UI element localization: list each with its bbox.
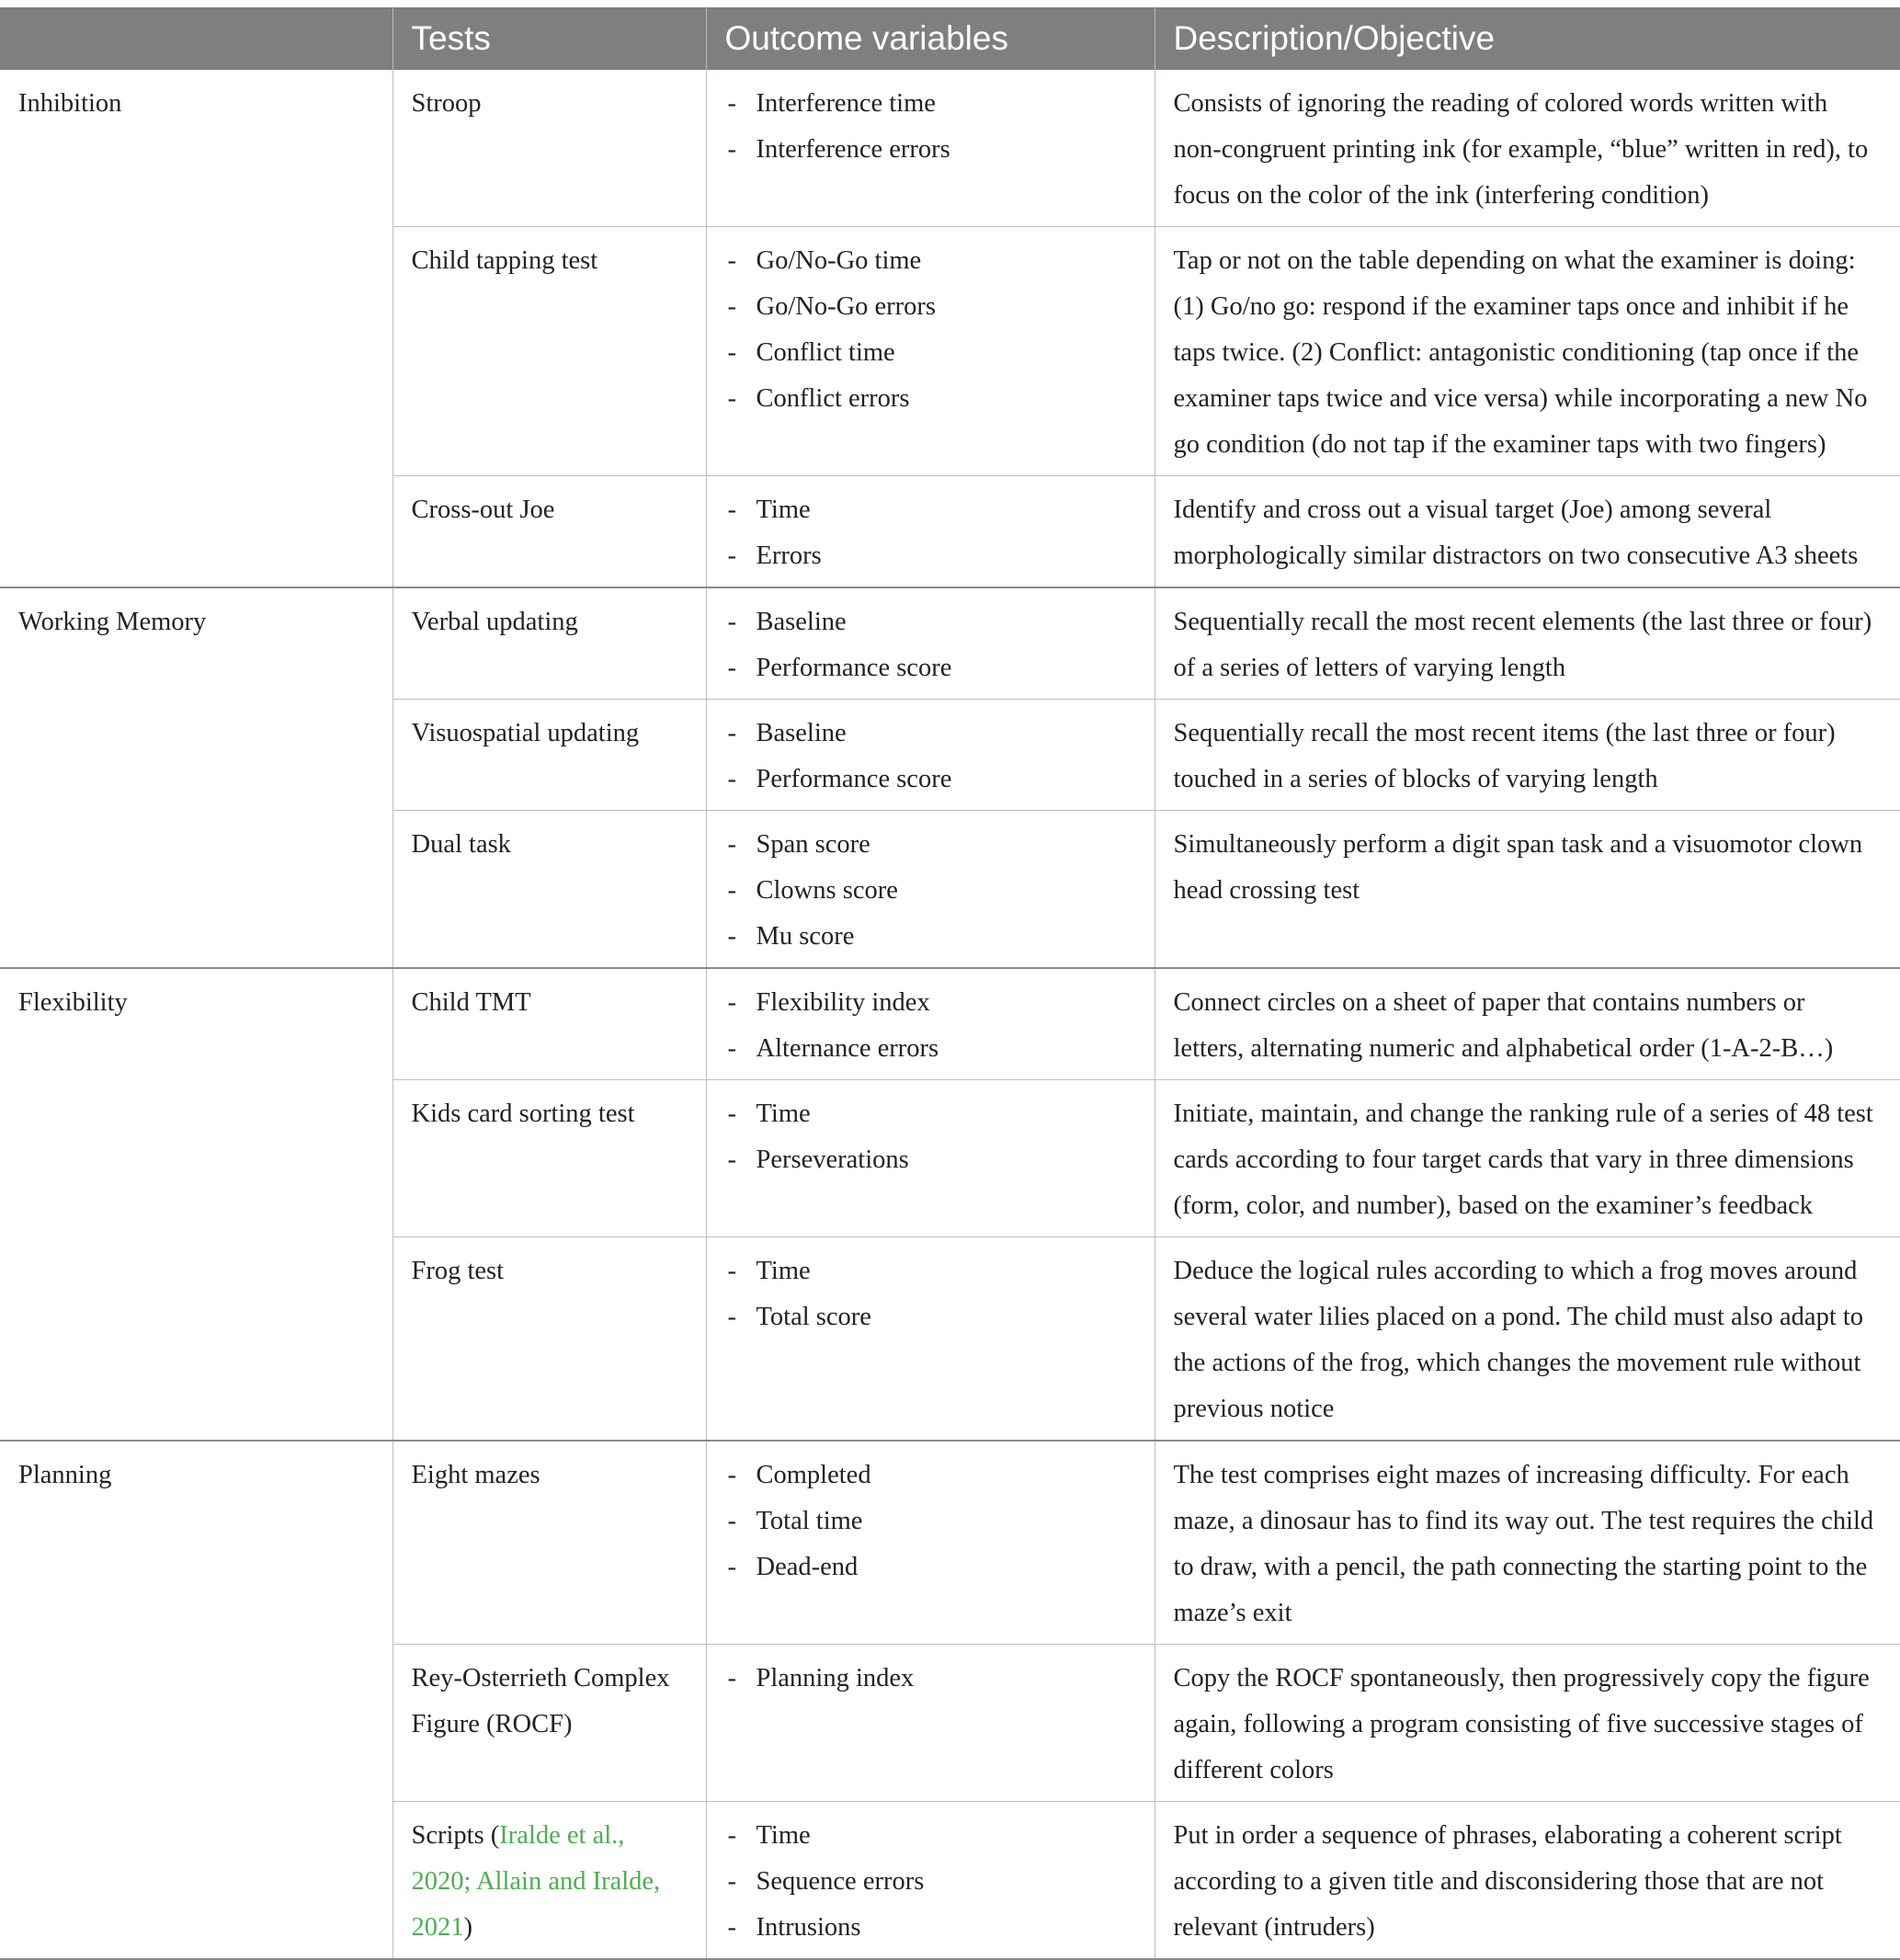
- description-cell: Simultaneously perform a digit span task and a visuomotor clown head crossing test: [1155, 811, 1900, 969]
- outcome-item: - Mu score: [725, 914, 1136, 960]
- header-outcome-variables: Outcome variables: [706, 7, 1155, 70]
- test-name: Scripts (: [411, 1821, 500, 1850]
- outcome-list: [725, 1656, 1136, 1702]
- header-tests: Tests: [393, 7, 706, 70]
- outcome-item: - Total score: [725, 1294, 1136, 1340]
- outcome-list: [725, 711, 1136, 803]
- outcome-item: - Completed: [725, 1453, 1136, 1498]
- outcomes-cell: [706, 811, 1155, 969]
- domain-cell: Inhibition: [0, 70, 393, 587]
- description-cell: Tap or not on the table depending on what the examiner is doing: (1) Go/no go: respond if the examiner taps once and inhibit if he taps twice. (2) Conflict: antagonistic conditioning (tap once if the examiner taps twice and vice versa) while incorporating a new No go condition (do not tap if the examiner taps with two fingers): [1155, 227, 1900, 476]
- test-cell: [393, 1802, 706, 1960]
- outcome-list: [725, 599, 1136, 691]
- outcomes-cell: [706, 476, 1155, 588]
- outcome-item: - Go/No-Go errors: [725, 284, 1136, 330]
- outcome-item: - Baseline: [725, 711, 1136, 757]
- test-name: Visuospatial updating: [411, 719, 640, 747]
- test-name: Kids card sorting test: [411, 1100, 635, 1128]
- test-cell: [393, 811, 706, 969]
- outcome-list: [725, 81, 1136, 173]
- header-description: Description/Objective: [1155, 7, 1900, 70]
- outcomes-cell: [706, 1802, 1155, 1960]
- test-cell: [393, 1645, 706, 1802]
- outcome-item: - Total time: [725, 1498, 1136, 1544]
- description-cell: The test comprises eight mazes of increasing difficulty. For each maze, a dinosaur has to find its way out. The test requires the child to draw, with a pencil, the path connecting the starting point to the maze’s exit: [1155, 1441, 1900, 1645]
- table-row: [0, 1441, 1900, 1645]
- tests-table: [0, 7, 1900, 1960]
- outcomes-cell: [706, 1441, 1155, 1645]
- domain-cell: Flexibility: [0, 968, 393, 1441]
- outcome-item: - Interference errors: [725, 127, 1136, 173]
- outcome-list: [725, 1813, 1136, 1951]
- test-cell: [393, 70, 706, 227]
- header-domain: [0, 7, 393, 70]
- test-cell: [393, 476, 706, 588]
- test-name: Child TMT: [411, 988, 531, 1017]
- table-body: [0, 70, 1900, 1959]
- outcome-item: - Performance score: [725, 645, 1136, 691]
- outcome-list: [725, 980, 1136, 1072]
- description-cell: Connect circles on a sheet of paper that contains numbers or letters, alternating numeric and alphabetical order (1-A-2-B…): [1155, 968, 1900, 1080]
- outcome-item: - Clowns score: [725, 868, 1136, 914]
- outcome-item: - Time: [725, 487, 1136, 533]
- outcomes-cell: [706, 227, 1155, 476]
- description-cell: Deduce the logical rules according to which a frog moves around several water lilies placed on a pond. The child must also adapt to the actions of the frog, which changes the movement rule without previous notice: [1155, 1237, 1900, 1442]
- outcome-item: - Go/No-Go time: [725, 238, 1136, 284]
- test-name: Rey-Osterrieth Complex Figure (ROCF): [411, 1664, 670, 1738]
- table-row: [0, 587, 1900, 700]
- description-cell: Initiate, maintain, and change the ranking rule of a series of 48 test cards according to four target cards that vary in three dimensions (form, color, and number), based on the examiner’s feedback: [1155, 1080, 1900, 1237]
- test-cell: [393, 1080, 706, 1237]
- description-cell: Sequentially recall the most recent items (the last three or four) touched in a series of blocks of varying length: [1155, 700, 1900, 811]
- outcome-item: - Conflict time: [725, 330, 1136, 376]
- table-row: [0, 70, 1900, 227]
- description-cell: Identify and cross out a visual target (Joe) among several morphologically similar distractors on two consecutive A3 sheets: [1155, 476, 1900, 588]
- test-cell: [393, 227, 706, 476]
- outcome-item: - Dead-end: [725, 1544, 1136, 1590]
- outcome-item: - Interference time: [725, 81, 1136, 127]
- outcome-item: - Time: [725, 1091, 1136, 1137]
- outcome-item: - Time: [725, 1248, 1136, 1294]
- test-cell: [393, 587, 706, 700]
- test-name: Frog test: [411, 1257, 505, 1285]
- outcome-item: - Span score: [725, 822, 1136, 868]
- test-name: Eight mazes: [411, 1461, 540, 1489]
- outcome-list: [725, 1453, 1136, 1590]
- test-name: Stroop: [411, 89, 482, 118]
- test-name: Child tapping test: [411, 246, 598, 275]
- outcome-list: [725, 822, 1136, 960]
- outcomes-cell: [706, 1237, 1155, 1442]
- test-name-suffix: ): [463, 1913, 472, 1942]
- header-row: [0, 7, 1900, 70]
- citation-link[interactable]: Iralde et al., 2020; Allain and Iralde, 2021: [411, 1821, 661, 1942]
- test-cell: [393, 700, 706, 811]
- outcome-list: [725, 1091, 1136, 1183]
- table-row: [0, 968, 1900, 1080]
- outcome-item: - Conflict errors: [725, 376, 1136, 422]
- outcomes-cell: [706, 968, 1155, 1080]
- description-cell: Copy the ROCF spontaneously, then progressively copy the figure again, following a program consisting of five successive stages of different colors: [1155, 1645, 1900, 1802]
- outcome-list: [725, 487, 1136, 579]
- test-name: Verbal updating: [411, 608, 578, 636]
- outcomes-cell: [706, 1645, 1155, 1802]
- domain-cell: Planning: [0, 1441, 393, 1959]
- test-cell: [393, 1441, 706, 1645]
- outcomes-cell: [706, 587, 1155, 700]
- outcome-item: - Sequence errors: [725, 1859, 1136, 1905]
- domain-cell: Working Memory: [0, 587, 393, 968]
- outcomes-cell: [706, 700, 1155, 811]
- outcome-item: - Baseline: [725, 599, 1136, 645]
- outcomes-cell: [706, 70, 1155, 227]
- outcome-item: - Planning index: [725, 1656, 1136, 1702]
- outcome-item: - Perseverations: [725, 1137, 1136, 1183]
- outcome-item: - Errors: [725, 533, 1136, 579]
- description-cell: Sequentially recall the most recent elements (the last three or four) of a series of letters of varying length: [1155, 587, 1900, 700]
- test-cell: [393, 1237, 706, 1442]
- test-cell: [393, 968, 706, 1080]
- outcome-item: - Performance score: [725, 757, 1136, 803]
- outcome-list: [725, 1248, 1136, 1340]
- test-name: Dual task: [411, 830, 511, 859]
- outcome-item: - Time: [725, 1813, 1136, 1859]
- outcomes-cell: [706, 1080, 1155, 1237]
- description-cell: Put in order a sequence of phrases, elaborating a coherent script according to a given title and disconsidering those that are not relevant (intruders): [1155, 1802, 1900, 1960]
- outcome-item: - Flexibility index: [725, 980, 1136, 1026]
- test-name: Cross-out Joe: [411, 496, 555, 524]
- outcome-list: [725, 238, 1136, 422]
- description-cell: Consists of ignoring the reading of colored words written with non-congruent printing ink (for example, “blue” written in red), to focus on the color of the ink (interfering condition): [1155, 70, 1900, 227]
- outcome-item: - Intrusions: [725, 1905, 1136, 1951]
- outcome-item: - Alternance errors: [725, 1026, 1136, 1072]
